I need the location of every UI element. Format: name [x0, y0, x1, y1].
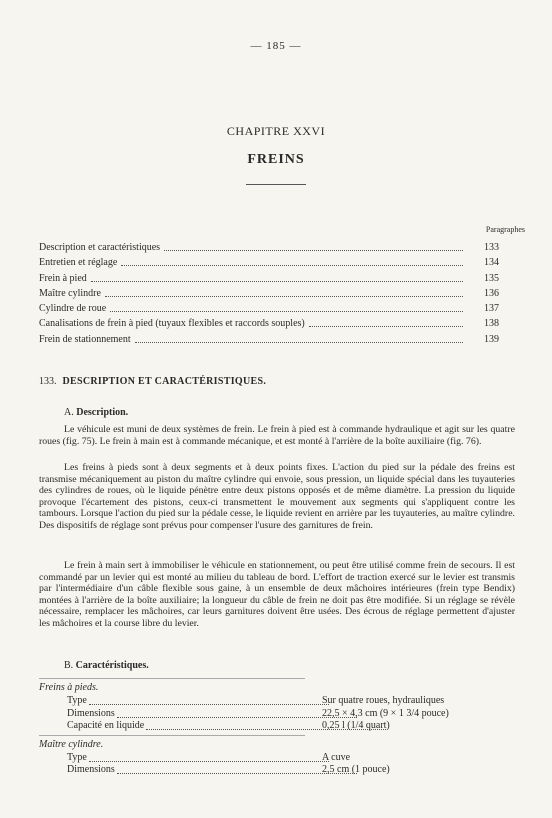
toc-entry-label: Cylindre de roue [39, 303, 107, 315]
table-of-contents [39, 240, 499, 347]
dot-leader [89, 752, 329, 762]
toc-entry [39, 255, 499, 270]
subsection-letter: B. [64, 660, 74, 671]
dot-leader [135, 332, 463, 343]
spec-key: Type [67, 695, 87, 706]
spec-row [39, 752, 515, 765]
toc-entry-label: Frein de stationnement [39, 333, 131, 345]
specifications-list [39, 676, 515, 777]
toc-entry-label: Canalisations de frein à pied (tuyaux flexibles et raccords souples) [39, 318, 305, 330]
toc-entry [39, 271, 499, 286]
subsection-title: Caractéristiques. [75, 660, 149, 671]
dot-leader [110, 301, 463, 312]
toc-entry-number: 137 [484, 303, 499, 315]
spec-row [39, 708, 515, 721]
chapter-heading: CHAPITRE XXVI [226, 124, 326, 138]
toc-entry-number: 135 [484, 272, 499, 284]
toc-entry [39, 332, 499, 347]
spec-value: 2,5 cm (1 pouce) [322, 764, 390, 775]
spec-value: A cuve [322, 751, 351, 763]
dot-leader [117, 764, 357, 774]
toc-entry-number: 133 [484, 242, 499, 253]
body-paragraph: Le frein à main sert à immobiliser le véhicule en stationnement, ou peut être utilisé comme frein de secours. Il est commandé par un levier qui est monté au milieu du tableau de bord. L'effort de traction exercé sur le levier est transmis par l'intermédiaire d'un câble flexible sous gaine, à un ensemble de deux mâchoires intérieures (frein type Bendix) montées à l'arrière de la boîte auxiliaire; la longueur du câble de frein ne doit pas être modifiée. Si un réglage se révèle nécessaire, remplacer les mâchoires, car leurs garnitures doivent être usées. Des écrous de réglage permettent d'ajuster les mâchoires et la course libre du levier. [39, 560, 515, 629]
divider [39, 735, 305, 736]
dot-leader [105, 286, 463, 297]
toc-column-header: Paragraphes [485, 225, 525, 234]
dot-leader [89, 695, 329, 705]
subsection-heading-b [64, 660, 149, 671]
page-title: FREINS [247, 152, 305, 167]
toc-entry [39, 286, 499, 301]
subsection-title: Description. [76, 407, 129, 418]
dot-leader [309, 316, 463, 327]
spec-value: 22,5 × 4,3 cm (9 × 1 3/4 pouce) [322, 707, 449, 719]
subsection-letter: A. [64, 407, 74, 418]
spec-key: Dimensions [67, 707, 115, 719]
section-number: 133. [39, 376, 57, 387]
toc-entry-label: Description et caractéristiques [39, 242, 161, 253]
spec-key: Type [67, 751, 87, 763]
section-title: DESCRIPTION ET CARACTÉRISTIQUES. [62, 376, 267, 387]
dot-leader [117, 708, 357, 718]
spec-key: Capacité en liquide [67, 720, 145, 731]
spec-value: 0,25 l (1/4 quart) [322, 720, 390, 731]
spec-value: Sur quatre roues, hydrauliques [322, 695, 445, 706]
toc-entry-label: Maître cylindre [39, 287, 101, 299]
spec-category: Maître cylindre. [39, 738, 104, 750]
toc-entry [39, 316, 499, 331]
spec-row [39, 695, 515, 708]
section-heading [39, 376, 266, 387]
spec-row [39, 764, 515, 777]
toc-entry [39, 240, 499, 255]
dot-leader [91, 271, 463, 282]
toc-entry-label: Frein à pied [39, 272, 87, 284]
toc-entry-number: 138 [484, 318, 499, 330]
toc-entry-number: 134 [484, 257, 499, 269]
toc-entry-number: 139 [484, 333, 499, 345]
spec-row [39, 720, 515, 733]
dot-leader [121, 255, 463, 266]
toc-entry-number: 136 [484, 287, 499, 299]
title-divider [246, 184, 306, 185]
dot-leader [164, 240, 463, 251]
toc-entry-label: Entretien et réglage [39, 257, 118, 269]
subsection-heading-a [64, 407, 128, 418]
body-paragraph: Les freins à pieds sont à deux segments et à deux points fixes. L'action du pied sur la pédale des freins est transmise mécaniquement au piston du maître cylindre qui envoie, sous pression, un liquide spécial dans les tuyauteries des cylindres de roues, où le liquide pénètre entre deux pistons opposés et de même diamètre. La pression du liquide provoque l'écartement des pistons, ceux-ci transmettent le mouvement aux segments qui s'appliquent contre les tambours. Lorsque l'action du pied sur la pédale cesse, le liquide revient en arrière par les tuyauteries, au maître cylindre. Des dispositifs de réglage sont prévus pour compenser l'usure des garnitures de frein. [39, 462, 515, 531]
divider [39, 678, 305, 679]
spec-key: Dimensions [67, 764, 115, 775]
toc-entry [39, 301, 499, 316]
spec-category: Freins à pieds. [39, 682, 99, 693]
body-paragraph: Le véhicule est muni de deux systèmes de frein. Le frein à pied est à commande hydraulique et agit sur les quatre roues (fig. 75). Le frein à main est à commande mécanique, et est monté à l'arrière de la boîte auxiliaire (fig. 76). [39, 424, 515, 447]
page-number: — 185 — [250, 40, 302, 52]
